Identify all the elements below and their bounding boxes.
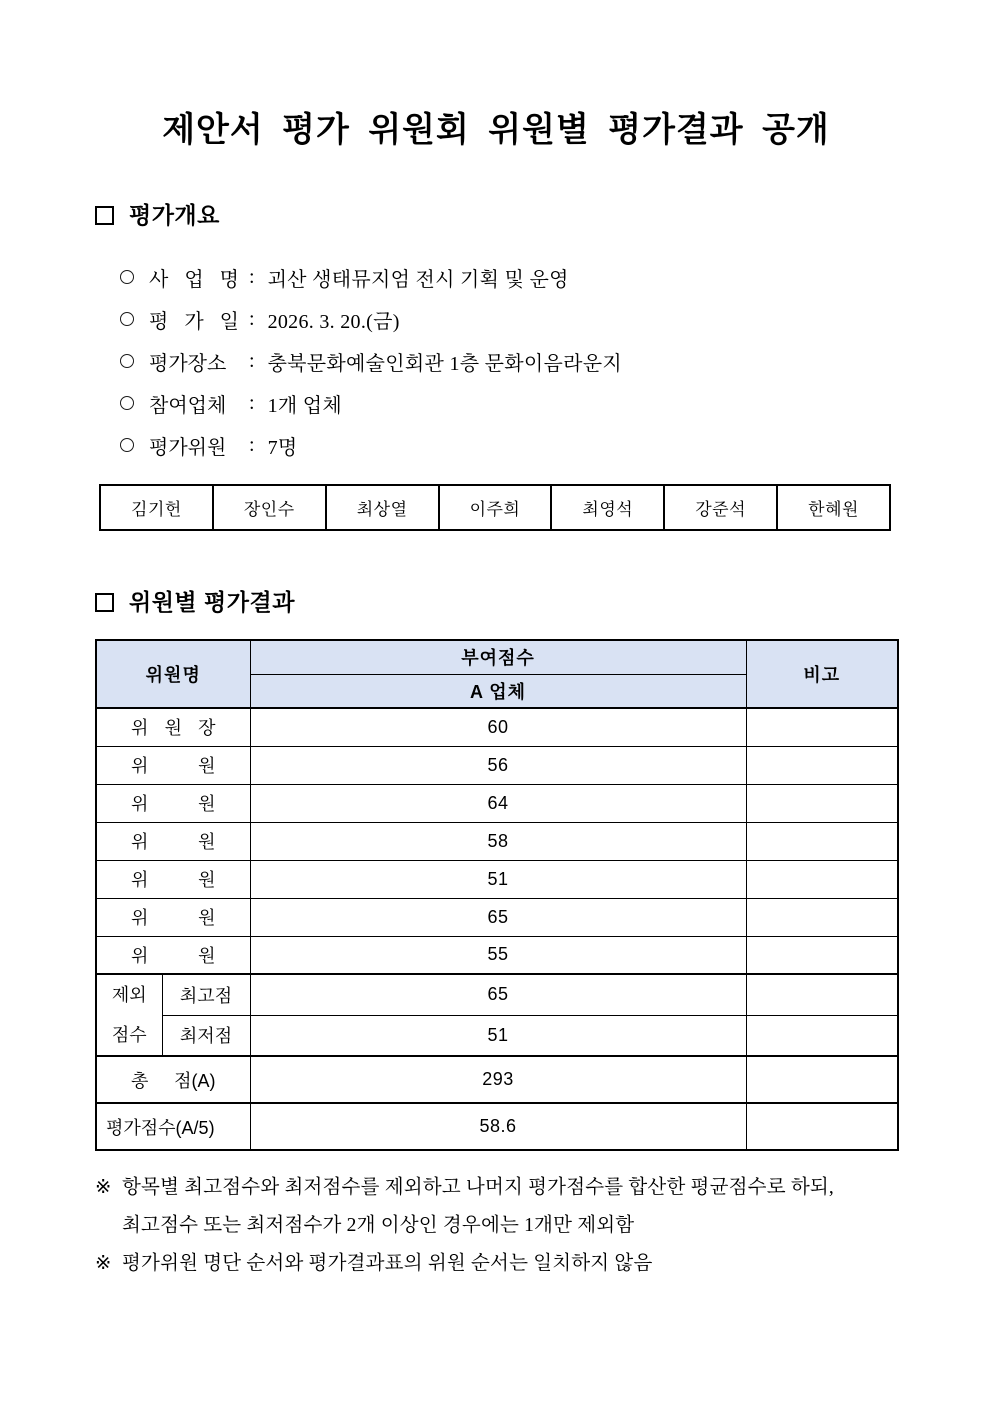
score-cell: 58	[250, 822, 746, 860]
item-label: 참여업체	[149, 394, 227, 417]
item-label: 평가위원	[149, 436, 227, 459]
col-header-company: A 업체	[250, 674, 746, 708]
table-row-excluded-high	[96, 974, 898, 1015]
item-label: 평 가 일	[149, 310, 239, 333]
table-row-average	[96, 1103, 898, 1150]
item-separator: :	[249, 265, 255, 288]
list-item-participants	[95, 382, 897, 424]
item-separator: :	[249, 433, 255, 456]
average-score-cell: 58.6	[250, 1103, 746, 1150]
member-label-cell: 위 원	[96, 822, 250, 860]
footnote-order-notice	[95, 1245, 897, 1283]
square-bullet-icon	[95, 593, 114, 612]
evaluator-name-cell: 강준석	[664, 485, 777, 530]
note-cell	[746, 1015, 898, 1056]
list-item-eval-place	[95, 340, 897, 382]
item-separator: :	[249, 349, 255, 372]
total-score-cell: 293	[250, 1056, 746, 1103]
member-label-cell: 위 원 장	[96, 708, 250, 746]
reference-mark-icon: ※	[95, 1253, 112, 1274]
evaluator-name-cell: 장인수	[213, 485, 326, 530]
footnote-text: 항목별 최고점수와 최저점수를 제외하고 나머지 평가점수를 합산한 평균점수로 하되, 최고점수 또는 최저점수가 2개 이상인 경우에는 1개만 제외함	[122, 1177, 834, 1236]
average-label-cell: 평가점수(A/5)	[96, 1103, 250, 1150]
col-header-score-group: 부여점수	[250, 640, 746, 674]
evaluator-name-cell: 이주희	[439, 485, 552, 530]
note-cell	[746, 974, 898, 1015]
overview-section-heading	[95, 200, 897, 230]
table-row	[96, 746, 898, 784]
note-cell	[746, 746, 898, 784]
list-item-project-name	[95, 256, 897, 298]
score-cell: 56	[250, 746, 746, 784]
footnote-text: 평가위원 명단 순서와 평가결과표의 위원 순서는 일치하지 않음	[122, 1253, 653, 1274]
item-value: 1개 업체	[267, 394, 343, 417]
evaluation-results-table	[95, 639, 899, 1151]
member-label-cell: 위 원	[96, 784, 250, 822]
table-row	[96, 898, 898, 936]
item-value: 2026. 3. 20.(금)	[267, 310, 400, 333]
col-header-note: 비고	[746, 640, 898, 708]
member-label-cell: 위 원	[96, 898, 250, 936]
footnotes	[95, 1169, 897, 1283]
excluded-high-label-cell: 최고점	[162, 974, 250, 1015]
item-value: 7명	[267, 436, 298, 459]
score-cell: 65	[250, 974, 746, 1015]
note-cell	[746, 708, 898, 746]
table-row	[96, 860, 898, 898]
list-item-eval-date	[95, 298, 897, 340]
item-value: 괴산 생태뮤지엄 전시 기획 및 운영	[267, 268, 569, 291]
table-row-excluded-low	[96, 1015, 898, 1056]
note-cell	[746, 860, 898, 898]
note-cell	[746, 784, 898, 822]
circle-bullet-icon	[120, 396, 134, 410]
table-row-total	[96, 1056, 898, 1103]
table-row	[100, 485, 890, 530]
excluded-low-label-cell: 최저점	[162, 1015, 250, 1056]
col-header-member: 위원명	[96, 640, 250, 708]
evaluator-name-cell: 최영석	[551, 485, 664, 530]
table-row	[96, 784, 898, 822]
circle-bullet-icon	[120, 438, 134, 452]
circle-bullet-icon	[120, 354, 134, 368]
table-row	[96, 708, 898, 746]
note-cell	[746, 898, 898, 936]
square-bullet-icon	[95, 206, 114, 225]
note-cell	[746, 936, 898, 974]
circle-bullet-icon	[120, 312, 134, 326]
excluded-scores-group-cell: 제외 점수	[96, 974, 162, 1056]
table-row	[96, 936, 898, 974]
note-cell	[746, 1056, 898, 1103]
evaluator-name-cell: 최상열	[326, 485, 439, 530]
results-heading-label: 위원별 평가결과	[129, 589, 295, 615]
list-item-evaluators	[95, 424, 897, 466]
score-cell: 60	[250, 708, 746, 746]
overview-heading-label: 평가개요	[129, 202, 220, 228]
reference-mark-icon: ※	[95, 1177, 112, 1198]
score-cell: 51	[250, 860, 746, 898]
score-cell: 51	[250, 1015, 746, 1056]
note-cell	[746, 1103, 898, 1150]
note-cell	[746, 822, 898, 860]
score-cell: 65	[250, 898, 746, 936]
item-value: 충북문화예술인회관 1층 문화이음라운지	[267, 352, 623, 375]
member-label-cell: 위 원	[96, 746, 250, 784]
page-title: 제안서 평가 위원회 위원별 평가결과 공개	[162, 111, 830, 149]
item-label: 평가장소	[149, 352, 227, 375]
member-label-cell: 위 원	[96, 936, 250, 974]
item-separator: :	[249, 391, 255, 414]
evaluator-names-table	[99, 484, 891, 531]
total-label-cell: 총 점(A)	[96, 1056, 250, 1103]
evaluator-name-cell: 한혜원	[777, 485, 890, 530]
circle-bullet-icon	[120, 270, 134, 284]
table-row	[96, 822, 898, 860]
evaluator-name-cell: 김기헌	[100, 485, 213, 530]
item-label: 사 업 명	[149, 268, 239, 291]
footnote-exclusion-rule	[95, 1169, 897, 1245]
results-section-heading	[95, 587, 897, 617]
score-cell: 55	[250, 936, 746, 974]
score-cell: 64	[250, 784, 746, 822]
item-separator: :	[249, 307, 255, 330]
member-label-cell: 위 원	[96, 860, 250, 898]
overview-list	[95, 256, 897, 466]
table-header-row	[96, 640, 898, 674]
